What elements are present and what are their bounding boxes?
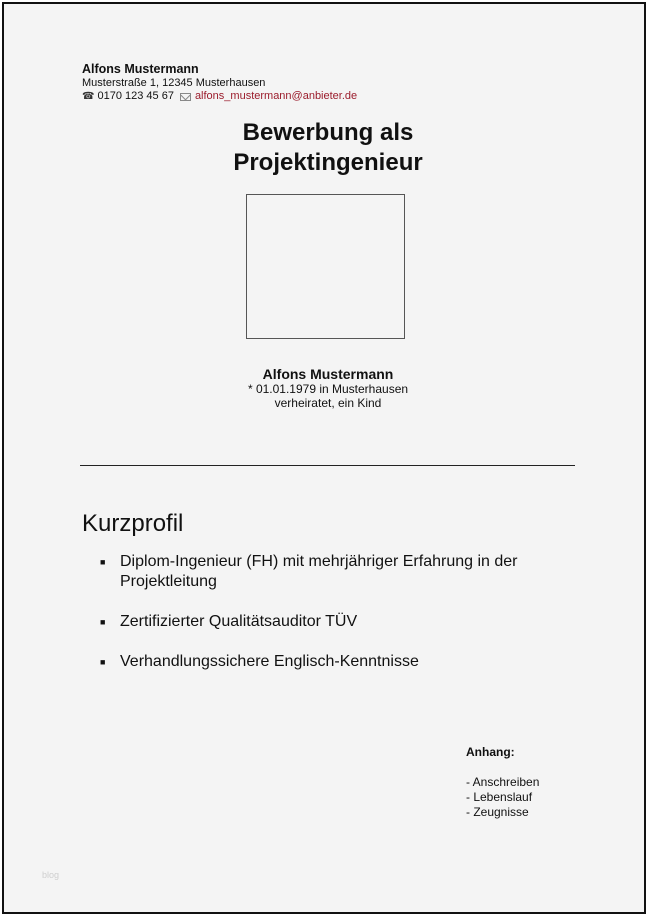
phone-icon: ☎: [82, 90, 95, 102]
document-title: [4, 118, 652, 178]
profile-heading: Kurzprofil: [82, 510, 184, 537]
sender-email[interactable]: alfons_mustermann@anbieter.de: [194, 90, 358, 102]
profile-item: [100, 612, 570, 632]
appendix-item: - Lebenslauf: [466, 790, 533, 804]
title-line-2: Projektingenieur: [233, 149, 423, 176]
profile-item-text: Zertifizierter Qualitätsauditor TÜV: [120, 613, 358, 630]
appendix-item: - Zeugnisse: [466, 805, 529, 819]
profile-item: [100, 652, 570, 672]
profile-item-text: Diplom-Ingenieur (FH) mit mehrjähriger Erfahrung in der Projektleitung: [120, 553, 518, 590]
appendix-title: Anhang:: [466, 745, 515, 759]
person-birth: * 01.01.1979 in Musterhausen: [247, 382, 409, 396]
person-name: Alfons Mustermann: [262, 366, 394, 382]
mail-icon: [180, 93, 191, 101]
person-details: [4, 366, 652, 410]
bullet-icon: ■: [100, 657, 106, 667]
appendix-item: - Anschreiben: [466, 775, 540, 789]
person-status: verheiratet, ein Kind: [274, 396, 382, 410]
sender-block: [82, 61, 357, 103]
sender-address: Musterstraße 1, 12345 Musterhausen: [82, 77, 266, 89]
contact-line: [82, 90, 357, 103]
sender-name: Alfons Mustermann: [82, 62, 199, 76]
profile-item: [100, 552, 570, 592]
profile-list: [100, 552, 570, 692]
watermark: blog: [42, 870, 60, 880]
document-page: [2, 2, 646, 914]
sender-phone: 0170 123 45 67: [97, 90, 174, 102]
title-line-1: Bewerbung als: [242, 119, 414, 146]
appendix-block: [466, 745, 539, 820]
profile-item-text: Verhandlungssichere Englisch-Kenntnisse: [120, 653, 419, 670]
bullet-icon: ■: [100, 557, 106, 567]
photo-placeholder: [246, 194, 405, 339]
bullet-icon: ■: [100, 617, 106, 627]
section-divider: [80, 465, 575, 466]
